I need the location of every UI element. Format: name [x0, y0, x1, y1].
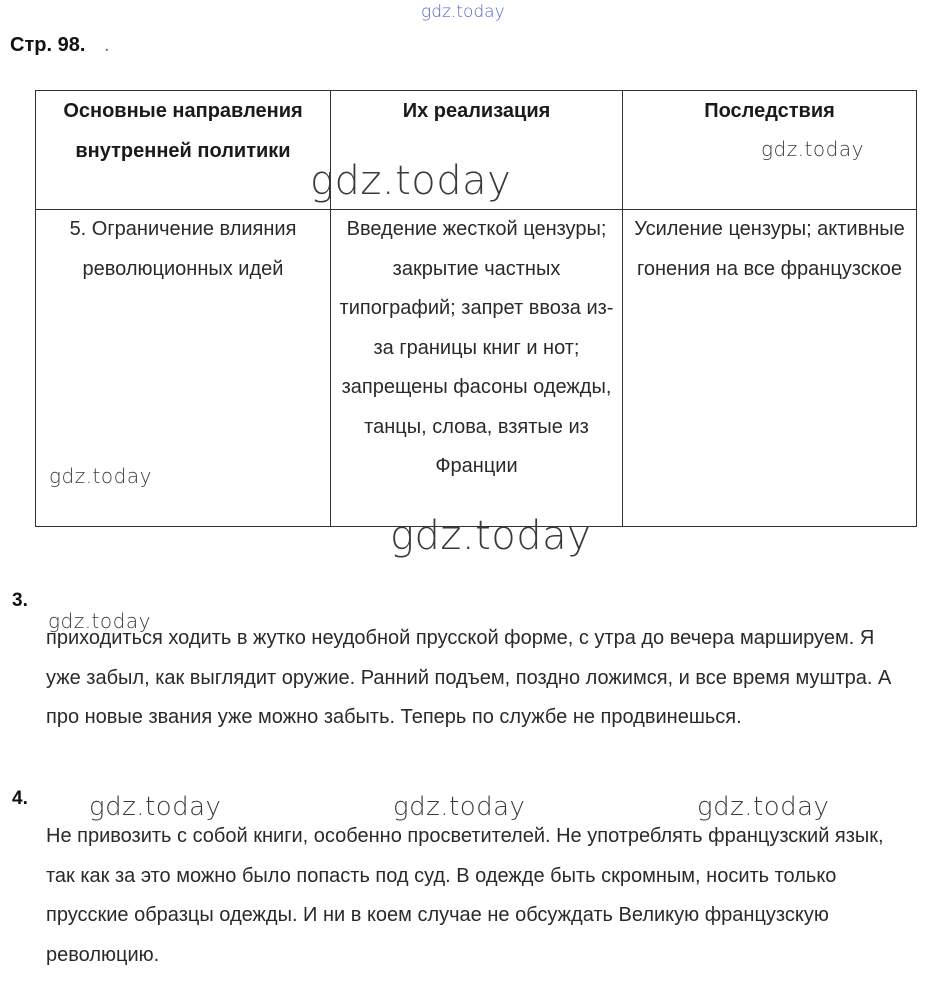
- watermark-header: gdz.today: [310, 158, 512, 204]
- watermark-top: gdz.today: [421, 2, 505, 22]
- page-label: Стр. 98.: [10, 34, 86, 56]
- watermark-section-4-a: gdz.today: [89, 792, 222, 822]
- section-3-text: приходиться ходить в жутко неудобной прусской форме, с утра до вечера маршируем. Я уже забыл, как выглядит оружие. Ранний подъем, поздно ложимся, и все время муштра. А про новые звания уже можно забыть. Теперь по службе не продвинешься.: [46, 627, 892, 728]
- watermark-header-right: gdz.today: [761, 137, 864, 161]
- header-implementation: Их реализация: [331, 91, 623, 210]
- section-number-3: 3.: [12, 590, 28, 611]
- watermark-cell-left: gdz.today: [49, 464, 152, 488]
- watermark-section-3: gdz.today: [48, 609, 151, 633]
- section-number-4: 4.: [12, 788, 28, 809]
- cell-direction: 5. Ограничение влияния революционных идей: [36, 210, 331, 527]
- header-directions: Основные направления внутренней политики: [36, 91, 331, 210]
- cell-consequences: Усиление цензуры; активные гонения на все французское: [623, 210, 917, 527]
- watermark-section-4-c: gdz.today: [697, 792, 830, 822]
- watermark-below-table: gdz.today: [390, 513, 592, 559]
- cell-implementation: Введение жесткой цензуры; закрытие частных типографий; запрет ввоза из-за границы книг и нот; запрещены фасоны одежды, танцы, слова, взятые из Франции: [331, 210, 623, 527]
- section-4-text: Не привозить с собой книги, особенно просветителей. Не употреблять французский язык, так как за это можно было попасть под суд. В одежде быть скромным, носить только прусские образцы одежды. И ни в коем случае не обсуждать Великую французскую революцию.: [46, 825, 884, 966]
- header-consequences: Последствия: [623, 91, 917, 210]
- table-row: [36, 210, 917, 527]
- page-label-dot: .: [104, 34, 110, 56]
- watermark-section-4-b: gdz.today: [393, 792, 526, 822]
